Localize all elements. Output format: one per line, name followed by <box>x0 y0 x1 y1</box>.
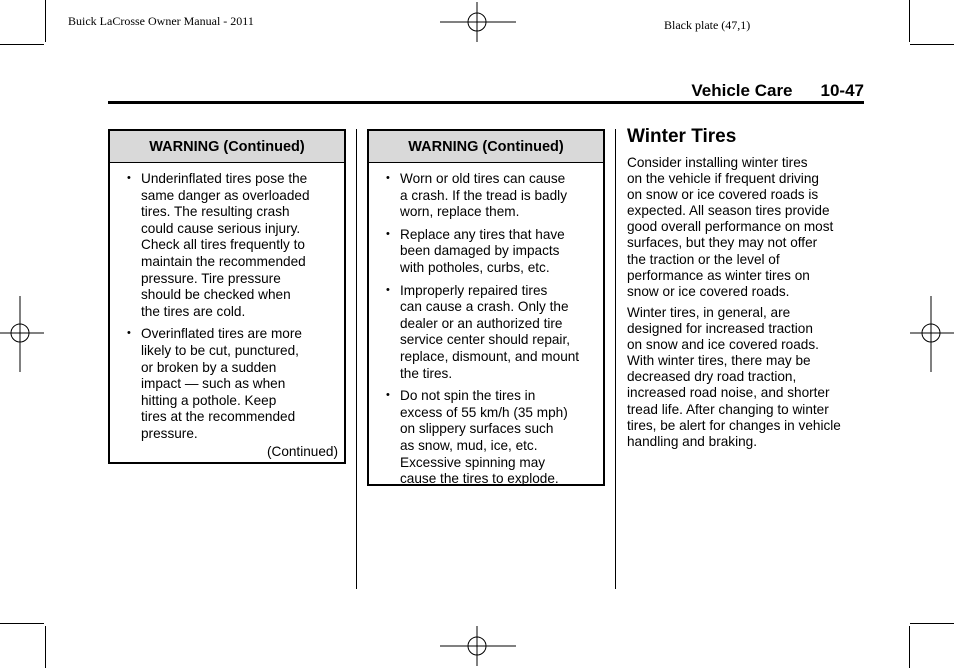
bullet-icon: • <box>386 227 390 240</box>
bullet-text-line: excess of 55 km/h (35 mph) <box>400 404 568 420</box>
paragraph-line: Consider installing winter tires <box>627 155 808 170</box>
bullet-text-line: on slippery surfaces such <box>400 421 554 437</box>
warning-bullet <box>369 283 603 383</box>
bullet-text-line: Replace any tires that have <box>400 226 565 242</box>
warning-box-2 <box>367 129 605 486</box>
bullet-text-line: Underinflated tires pose the <box>141 171 308 186</box>
bullet-text-line: a crash. If the tread is badly <box>400 187 567 203</box>
print-header-right: Black plate (47,1) <box>664 18 751 32</box>
winter-tires-paragraph-1 <box>627 155 867 300</box>
bullet-text-line: hitting a pothole. Keep <box>141 392 277 408</box>
bullet-text-line: Check all tires frequently to <box>141 237 305 253</box>
paragraph-line: good overall performance on most <box>627 219 834 235</box>
paragraph-line: on the vehicle if frequent driving <box>627 171 819 187</box>
registration-mark-left <box>0 296 44 372</box>
paragraph-line: tread life. After changing to winter <box>627 401 829 417</box>
bullet-text-line: worn, replace them. <box>400 204 520 220</box>
paragraph-line: on snow and ice covered roads. <box>627 337 819 353</box>
bullet-text-line: Worn or old tires can cause <box>400 171 566 186</box>
bullet-text-line: the tires. <box>400 365 453 381</box>
paragraph-line: performance as winter tires on <box>627 267 810 283</box>
warning-heading: WARNING (Continued) <box>369 131 603 163</box>
bullet-text-line: could cause serious injury. <box>141 220 301 236</box>
bullet-text-line: can cause a crash. Only the <box>400 299 569 315</box>
bullet-icon: • <box>386 389 390 402</box>
bullet-text-line: the tires are cold. <box>141 303 246 319</box>
bullet-text-line: service center should repair, <box>400 332 571 348</box>
registration-mark-top <box>440 2 516 42</box>
print-header-left: Buick LaCrosse Owner Manual - 2011 <box>68 14 254 28</box>
continued-label: (Continued) <box>266 443 338 459</box>
bullet-text-line: cause the tires to explode. <box>400 471 559 487</box>
bullet-text-line: tires at the recommended <box>141 409 296 425</box>
registration-mark-right <box>910 296 954 372</box>
paragraph-line: expected. All season tires provide <box>627 203 830 219</box>
warning-bullet <box>110 326 344 442</box>
paragraph-line: increased road noise, and shorter <box>627 385 830 401</box>
column-divider-1 <box>356 129 357 589</box>
bullet-text-line: as snow, mud, ice, etc. <box>400 437 538 453</box>
bullet-text-line: tires. The resulting crash <box>141 204 290 220</box>
paragraph-line: on snow or ice covered roads is <box>627 187 819 203</box>
bullet-icon: • <box>127 172 131 184</box>
bullet-text-line: maintain the recommended <box>141 253 306 269</box>
bullet-text-line: or broken by a sudden <box>141 359 277 375</box>
warning-bullet <box>369 227 603 277</box>
bullet-text-line: replace, dismount, and mount <box>400 348 580 364</box>
bullet-icon: • <box>386 283 390 296</box>
bullet-text-line: Improperly repaired tires <box>400 282 548 298</box>
registration-mark-bottom <box>440 626 516 666</box>
bullet-text-line: impact — such as when <box>141 376 286 392</box>
paragraph-line: decreased dry road traction, <box>627 369 797 385</box>
warning-heading: WARNING (Continued) <box>110 131 344 163</box>
paragraph-line: designed for increased traction <box>627 321 813 337</box>
warning-list <box>369 163 603 488</box>
warning-box-1 <box>108 129 346 464</box>
bullet-text-line: pressure. <box>141 425 198 441</box>
bullet-icon: • <box>127 327 131 340</box>
bullet-text-line: Excessive spinning may <box>400 454 546 470</box>
section-header <box>691 81 864 101</box>
bullet-text-line: pressure. Tire pressure <box>141 270 281 286</box>
page-number: 10-47 <box>820 81 864 100</box>
column-divider-2 <box>615 129 616 589</box>
warning-bullet <box>369 388 603 488</box>
bullet-text-line: likely to be cut, punctured, <box>141 342 299 358</box>
paragraph-line: snow or ice covered roads. <box>627 283 790 299</box>
paragraph-line: Winter tires, in general, are <box>627 305 791 320</box>
bullet-text-line: Do not spin the tires in <box>400 388 536 404</box>
paragraph-line: handling and braking. <box>627 433 757 449</box>
paragraph-line: tires, be alert for changes in vehicle <box>627 417 841 433</box>
bullet-text-line: Overinflated tires are more <box>141 326 302 342</box>
paragraph-line: surfaces, but they may not offer <box>627 235 818 251</box>
warning-bullet <box>110 171 344 320</box>
paragraph-line: the traction or the level of <box>627 251 780 267</box>
bullet-icon: • <box>386 172 390 184</box>
winter-tires-paragraph-2 <box>627 305 867 450</box>
winter-tires-heading: Winter Tires <box>627 126 737 147</box>
bullet-text-line: been damaged by impacts <box>400 243 560 259</box>
warning-bullet <box>369 171 603 221</box>
header-rule <box>108 101 864 104</box>
paragraph-line: With winter tires, there may be <box>627 353 811 369</box>
bullet-text-line: same danger as overloaded <box>141 187 310 203</box>
bullet-text-line: dealer or an authorized tire <box>400 315 563 331</box>
bullet-text-line: with potholes, curbs, etc. <box>400 259 550 275</box>
bullet-text-line: should be checked when <box>141 287 291 303</box>
section-title: Vehicle Care <box>691 81 793 100</box>
warning-list <box>110 163 344 443</box>
